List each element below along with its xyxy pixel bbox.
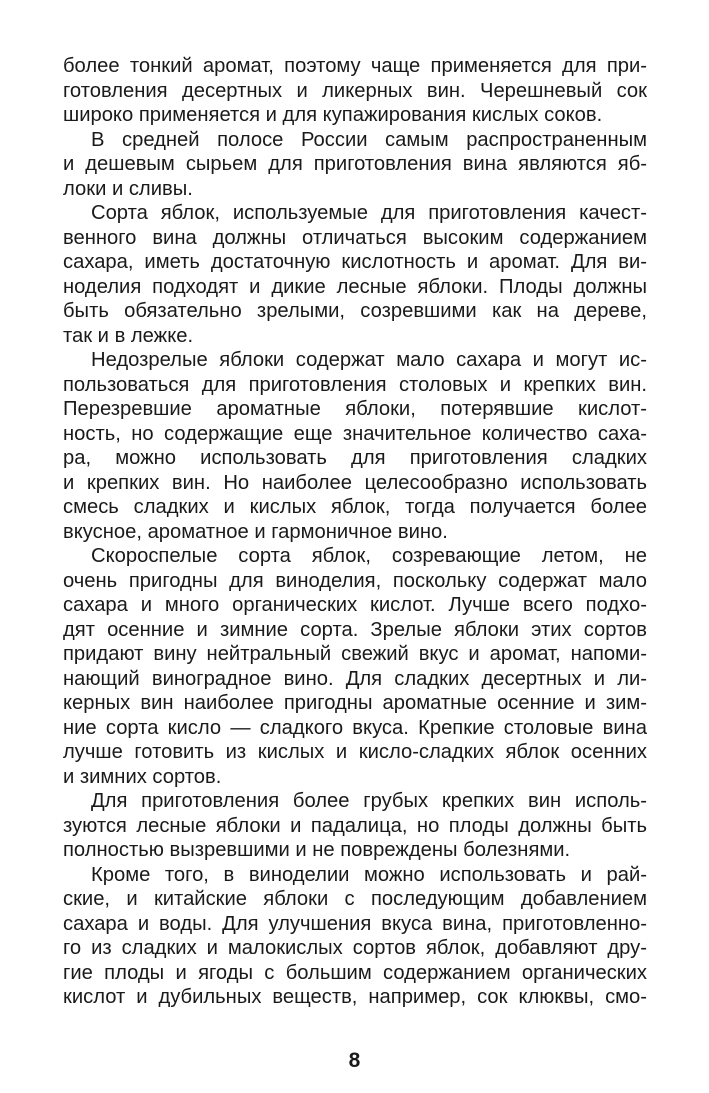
text-line: В средней полосе России самым распространенным — [91, 128, 647, 151]
text-line: более тонкий аромат, поэтому чаще применяется для при- — [63, 55, 647, 77]
body-text — [63, 54, 647, 1010]
text-line: полностью вызревшими и не повреждены болезнями. — [63, 839, 571, 861]
paragraph — [63, 863, 647, 1010]
text-line: Для приготовления более грубых крепких вин исполь- — [91, 790, 647, 812]
paragraph — [63, 544, 647, 789]
text-line: вкусное, ароматное и гармоничное вино. — [63, 520, 448, 543]
text-line: придают вину нейтральный свежий вкус и аромат, напоми- — [63, 643, 647, 665]
text-line: смесь сладких и кислых яблок, тогда получается более — [63, 496, 647, 518]
paragraph — [63, 348, 647, 544]
page-number: 8 — [348, 1049, 361, 1072]
text-line: сахара и воды. Для улучшения вкуса вина, приготовленно- — [63, 912, 647, 935]
text-line: зуются лесные яблоки и падалица, но плоды должны быть — [63, 814, 647, 837]
text-line: так и в лежке. — [63, 324, 194, 347]
paragraph — [63, 54, 647, 128]
text-line: гие плоды и ягоды с большим содержанием органических — [63, 961, 647, 984]
paragraph — [63, 789, 647, 863]
text-line: очень пригодны для виноделия, поскольку содержат мало — [63, 569, 647, 592]
paragraph — [63, 128, 647, 202]
text-line: дят осенние и зимние сорта. Зрелые яблоки этих сортов — [63, 618, 647, 641]
text-line: ра, можно использовать для приготовления сладких — [63, 447, 647, 469]
text-line: сахара и много органических кислот. Лучше всего подхо- — [63, 594, 647, 616]
text-line: Кроме того, в виноделии можно использовать и рай- — [91, 863, 647, 886]
text-line: быть обязательно зрелыми, созревшими как на дереве, — [63, 300, 647, 322]
text-line: ноделия подходят и дикие лесные яблоки. Плоды должны — [63, 275, 647, 298]
text-line: ность, но содержащие еще значительное количество саха- — [63, 422, 647, 445]
text-line: и зимних сортов. — [63, 765, 222, 788]
text-line: сахара, иметь достаточную кислотность и аромат. Для ви- — [63, 251, 647, 273]
text-line: широко применяется и для купажирования кислых соков. — [63, 104, 603, 126]
text-line: керных вин наиболее пригодны ароматные осенние и зим- — [63, 692, 647, 714]
text-line: пользоваться для приготовления столовых и крепких вин. — [63, 373, 647, 396]
text-line: Сорта яблок, используемые для приготовления качест- — [91, 202, 647, 224]
text-line: го из сладких и малокислых сортов яблок, добавляют дру- — [63, 937, 647, 959]
text-line: и крепких вин. Но наиболее целесообразно использовать — [63, 471, 647, 494]
text-line: Скороспелые сорта яблок, созревающие летом, не — [91, 545, 647, 567]
paragraph — [63, 201, 647, 348]
text-line: лучше готовить из кислых и кисло-сладких яблок осенних — [63, 741, 647, 763]
text-line: кислот и дубильных веществ, например, сок клюквы, смо- — [63, 986, 647, 1008]
text-line: ские, и китайские яблоки с последующим добавлением — [63, 888, 647, 910]
text-line: готовления десертных и ликерных вин. Черешневый сок — [63, 79, 647, 102]
text-line: ние сорта кисло — сладкого вкуса. Крепкие столовые вина — [63, 716, 647, 739]
text-line: локи и сливы. — [63, 177, 193, 200]
text-line: Перезревшие ароматные яблоки, потерявшие кислот- — [63, 398, 647, 420]
text-line: и дешевым сырьем для приготовления вина являются яб- — [63, 153, 647, 175]
text-line: нающий виноградное вино. Для сладких десертных и ли- — [63, 667, 647, 690]
text-line: венного вина должны отличаться высоким содержанием — [63, 226, 647, 249]
text-line: Недозрелые яблоки содержат мало сахара и могут ис- — [91, 349, 647, 371]
